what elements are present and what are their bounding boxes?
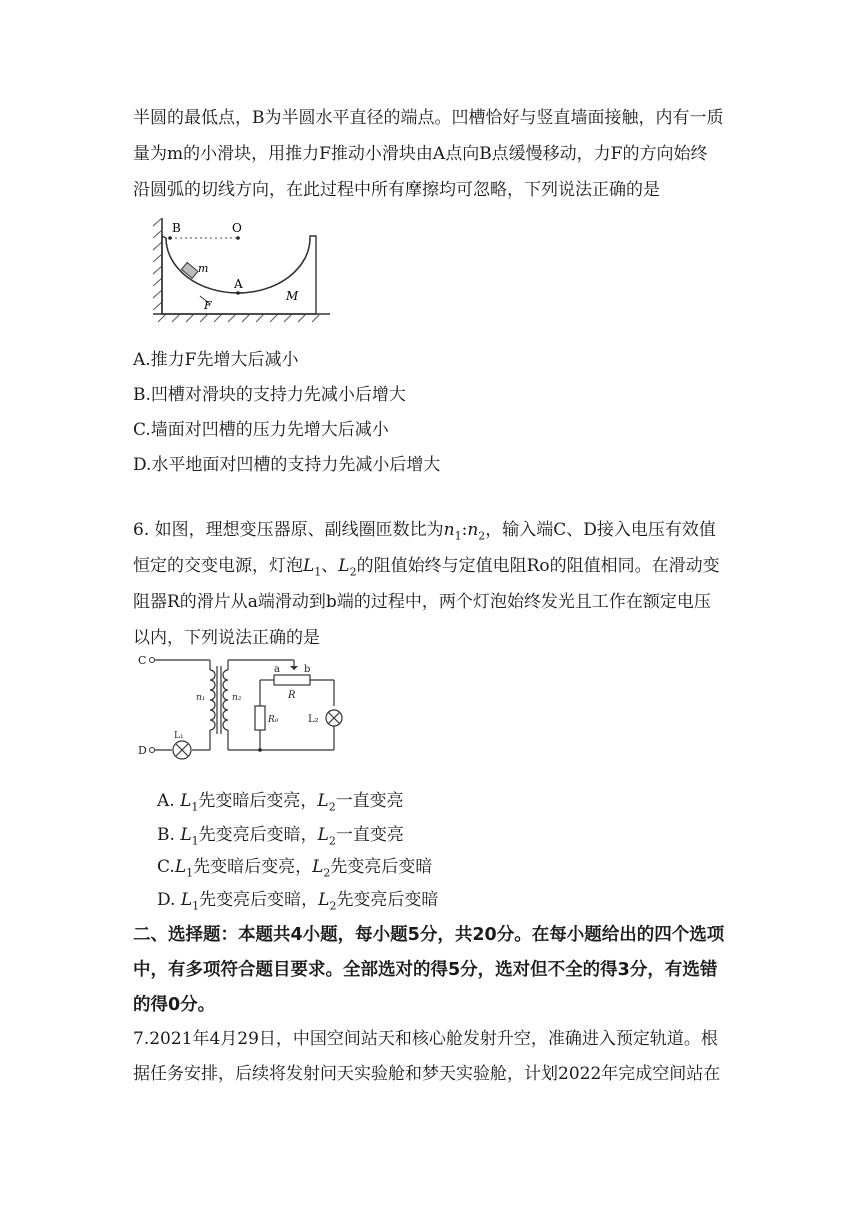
- q6-option-d: D. $L_1$先变亮后变暗，$L_2$先变亮后变暗: [157, 890, 439, 913]
- label-C: C: [138, 654, 147, 667]
- label-a: a: [274, 664, 280, 675]
- q6-text-line-4: 以内，下列说法正确的是: [133, 628, 320, 648]
- label-D: D: [138, 744, 147, 757]
- label-M: M: [286, 289, 299, 303]
- q6-text-line-2: 恒定的交变电源，灯泡$L_1$、$L_2$的阻值始终与定值电阻Ro的阻值相同。在滑动变: [133, 556, 720, 579]
- label-m: m: [198, 262, 209, 275]
- label-n2: n₂: [232, 693, 242, 703]
- groove-diagram: [150, 214, 335, 326]
- q5-text-line-2: 量为m的小滑块，用推力F推动小滑块由A点向B点缓慢移动，力F的方向始终: [133, 144, 708, 164]
- q5-option-b: B.凹槽对滑块的支持力先减小后增大: [133, 385, 406, 405]
- q5-text-line-3: 沿圆弧的切线方向，在此过程中所有摩擦均可忽略，下列说法正确的是: [133, 180, 660, 200]
- transformer-circuit-diagram: [134, 648, 356, 768]
- q5-option-d: D.水平地面对凹槽的支持力先减小后增大: [133, 455, 441, 475]
- label-B: B: [172, 221, 181, 235]
- q6-option-a: A. $L_1$先变暗后变亮，$L_2$一直变亮: [157, 791, 404, 814]
- q6-text-line-3: 阻器R的滑片从a端滑动到b端的过程中，两个灯泡始终发光且工作在额定电压: [133, 592, 711, 612]
- q5-option-a: A.推力F先增大后减小: [133, 350, 299, 370]
- label-R0: R₀: [268, 715, 279, 725]
- q5-text-line-1: 半圆的最低点，B为半圆水平直径的端点。凹槽恰好与竖直墙面接触，内有一质: [133, 108, 724, 128]
- label-L1: L₁: [174, 731, 184, 741]
- label-b: b: [304, 664, 311, 675]
- section2-line-2: 中，有多项符合题目要求。全部选对的得5分，选对但不全的得3分，有选错: [133, 960, 718, 980]
- q6-text-line-1: 6. 如图，理想变压器原、副线圈匝数比为$n_1:n_2$，输入端C、D接入电压有效值: [133, 520, 716, 543]
- q6-option-b: B. $L_1$先变亮后变暗，$L_2$一直变亮: [157, 825, 404, 848]
- label-n1: n₁: [196, 693, 206, 703]
- q6-option-c: $C.L_1$先变暗后变亮，$L_2$先变亮后变暗: [157, 857, 433, 880]
- label-F: F: [204, 299, 212, 312]
- section2-line-1: 二、选择题：本题共4小题，每小题5分，共20分。在每小题给出的四个选项: [133, 925, 725, 945]
- label-L2: L₂: [308, 714, 319, 725]
- label-R: R: [288, 690, 296, 701]
- q7-text-line-2: 据任务安排，后续将发射问天实验舱和梦天实验舱，计划2022年完成空间站在: [133, 1064, 721, 1084]
- label-A: A: [234, 277, 243, 291]
- q5-option-c: C.墙面对凹槽的压力先增大后减小: [133, 420, 389, 440]
- q7-text-line-1: 7.2021年4月29日，中国空间站天和核心舱发射升空，准确进入预定轨道。根: [133, 1029, 718, 1049]
- label-O: O: [232, 221, 242, 235]
- section2-line-3: 的得0分。: [133, 995, 216, 1015]
